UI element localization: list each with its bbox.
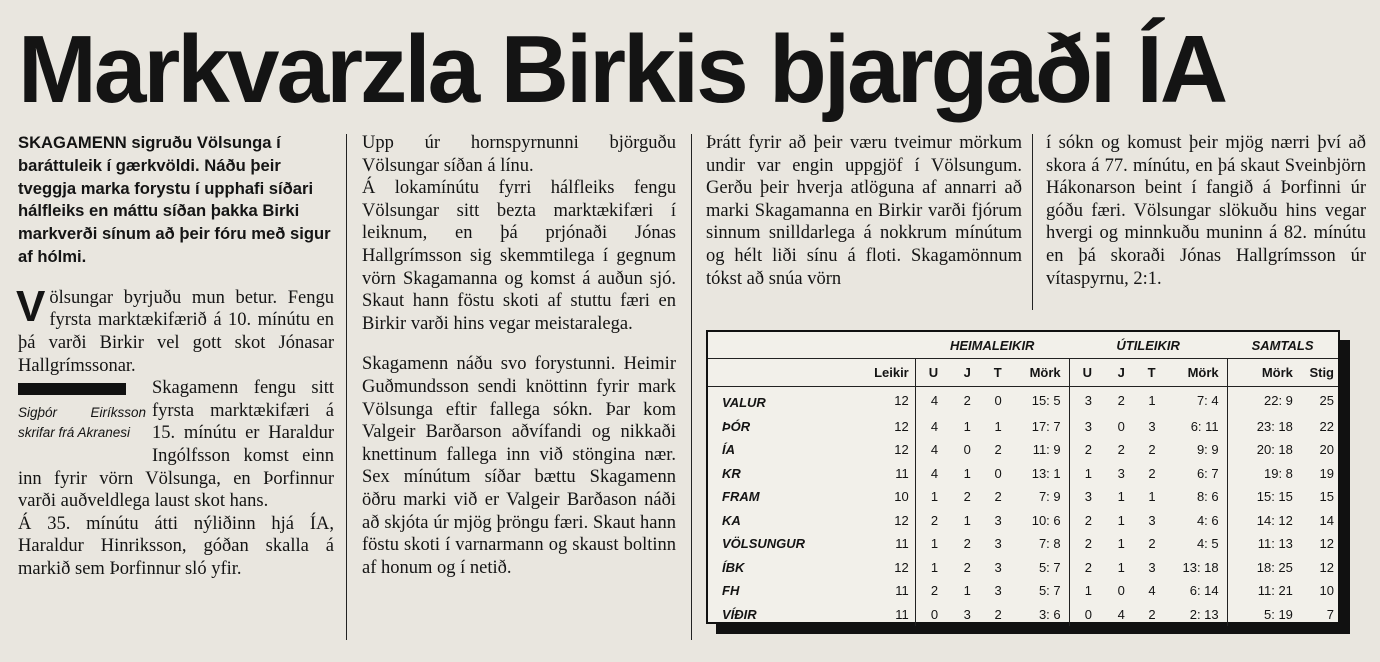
table-row [708,387,1338,415]
cell-leikir: 12 [894,559,909,575]
cell-ht: 1 [994,418,1002,434]
cell-stig: 10 [1319,583,1334,599]
cell-stig: 14 [1319,512,1334,528]
cell-leikir: 12 [894,442,909,458]
body-paragraph [16,281,334,377]
cell-um: 4: 5 [1196,536,1219,552]
table-row [708,485,1338,509]
cell-ut: 1 [1148,489,1156,505]
cell-ht: 2 [994,489,1002,505]
cell-leikir: 11 [895,465,909,481]
cell-hj: 2 [963,489,971,505]
col-header: Mörk [1227,359,1297,387]
cell-hj: 1 [963,418,971,434]
cell-uu: 2 [1069,556,1104,580]
cell-uj: 1 [1117,489,1125,505]
col-header: T [981,359,1012,387]
article-column-3 [706,132,1022,290]
cell-hm: 5: 7 [1038,583,1061,599]
cell-ut: 2 [1148,465,1156,481]
team-name: KA [722,512,741,528]
cell-hm: 17: 7 [1031,418,1061,434]
cell-hm: 7: 8 [1038,536,1061,552]
team-name: ÍA [722,442,735,458]
article-column-2 [362,132,676,579]
cell-hu: 4 [915,387,950,415]
byline-box [18,379,146,443]
team-name: ÍBK [722,559,745,575]
cell-ut: 4 [1148,583,1156,599]
column-rule [691,134,692,640]
headline: Markvarzla Birkis bjargaði ÍA [18,16,1226,123]
cell-leikir: 11 [895,583,909,599]
cell-stig: 20 [1319,442,1334,458]
team-name: ÞÓR [722,418,751,434]
cell-uj: 0 [1117,583,1125,599]
column-header-row [708,359,1338,387]
column-rule [1032,134,1033,310]
cell-leikir: 11 [895,536,909,552]
body-paragraph: Skagamenn fengu sitt fyrsta marktækifæri á 15. mínútu er Haraldur Ingólfsson komst einn inn fyrir vörn Völsunga, en Þorfinnur varði auðveldlega laust skot hans. [18,378,334,512]
cell-hm: 15: 5 [1031,393,1061,409]
cell-hj: 2 [963,559,971,575]
table-row [708,415,1338,439]
table-row [708,509,1338,533]
cell-hj: 2 [963,393,971,409]
cell-hu: 4 [915,462,950,486]
cell-hm: 10: 6 [1031,512,1061,528]
col-header: Stig [1297,359,1338,387]
col-header: T [1135,359,1166,387]
cell-hu: 0 [915,603,950,627]
cell-stig: 15 [1319,489,1334,505]
cell-sm: 19: 8 [1227,462,1297,486]
cell-hu: 1 [915,485,950,509]
cell-hm: 11: 9 [1032,442,1061,458]
cell-hj: 1 [963,583,971,599]
cell-ut: 1 [1148,393,1156,409]
cell-uj: 3 [1117,465,1125,481]
cell-hm: 3: 6 [1038,606,1061,622]
cell-hm: 7: 9 [1038,489,1061,505]
cell-hm: 5: 7 [1038,559,1061,575]
team-name: VÍÐIR [722,606,757,622]
cell-stig: 12 [1319,536,1334,552]
table-row [708,438,1338,462]
cell-ut: 2 [1148,442,1156,458]
cell-hu: 2 [915,579,950,603]
cell-stig: 12 [1319,559,1334,575]
cell-um: 8: 6 [1196,489,1219,505]
team-name: VALUR [722,395,766,411]
cell-um: 9: 9 [1196,442,1219,458]
cell-sm: 18: 25 [1227,556,1297,580]
cell-hu: 4 [915,415,950,439]
cell-um: 6: 11 [1190,418,1219,434]
cell-leikir: 12 [894,512,909,528]
col-header: J [1104,359,1135,387]
cell-hu: 1 [915,556,950,580]
drop-cap: V [16,281,46,331]
cell-uu: 2 [1069,509,1104,533]
cell-sm: 5: 19 [1227,603,1297,627]
cell-uu: 0 [1069,603,1104,627]
cell-uu: 1 [1069,579,1104,603]
cell-ut: 2 [1148,606,1156,622]
cell-uj: 1 [1117,536,1125,552]
table-row [708,603,1338,627]
cell-uu: 2 [1069,532,1104,556]
cell-uj: 1 [1117,559,1125,575]
cell-hu: 4 [915,438,950,462]
article-column-4 [1046,132,1366,290]
body-paragraph: í sókn og komust þeir mjög nærri því að skora á 77. mínútu, en þá skaut Sveinbjörn Hákonarson beint í fangið á Þorfinni úr góðu færi. Völsungar slökuðu hins vegar hvergi og minnkuðu muninn á 82. mínútu en þá skoraði Jónas Hallgrímsson úr vítaspyrnu, 2:1. [1046,133,1366,289]
cell-stig: 25 [1319,393,1334,409]
cell-ht: 2 [994,442,1002,458]
body-paragraph: Á 35. mínútu átti nýliðinn hjá ÍA, Haraldur Hinriksson, góðan skalla á markið sem Þorfinnur sló yfir. [18,513,334,579]
cell-ht: 2 [994,606,1002,622]
group-total: SAMTALS [1251,337,1314,353]
byline: Sigþór Eiríksson skrifar frá Akranesi [18,405,146,441]
cell-ht: 3 [994,583,1002,599]
cell-ht: 0 [994,465,1002,481]
cell-um: 7: 4 [1196,393,1219,409]
cell-leikir: 11 [895,606,909,622]
team-name: VÖLSUNGUR [722,536,806,552]
cell-sm: 15: 15 [1227,485,1297,509]
body-paragraph: Skagamenn náðu svo forystunni. Heimir Guðmundsson sendi knöttinn fyrir mark Völsunga eftir fallega sókn. Þar kom Valgeir Barðarson aðvífandi og nikkaði knettinum fallega inn við stöngina nær. Sex mínútum síðar bættu Skagamenn öðru marki við er Valgeir Barðason náði að skjóta úr mjög þröngu færi. Skaut hann föstu skoti í varnarmann og skaust boltinn af honum og í netið. [362,354,676,578]
cell-stig: 22 [1319,418,1334,434]
cell-uj: 1 [1117,512,1125,528]
cell-sm: 14: 12 [1227,509,1297,533]
cell-hu: 1 [915,532,950,556]
cell-uu: 3 [1069,387,1104,415]
cell-sm: 11: 13 [1227,532,1297,556]
cell-sm: 23: 18 [1227,415,1297,439]
column-rule [346,134,347,640]
cell-leikir: 10 [894,489,909,505]
article-column-1 [18,132,334,581]
cell-sm: 11: 21 [1227,579,1297,603]
group-away: ÚTILEIKIR [1116,337,1180,353]
group-header-row [708,332,1338,359]
cell-ht: 3 [994,536,1002,552]
cell-uu: 3 [1069,415,1104,439]
cell-ht: 3 [994,559,1002,575]
cell-um: 6: 14 [1189,583,1219,599]
cell-um: 13: 18 [1182,559,1219,575]
table-row [708,532,1338,556]
cell-uj: 2 [1117,442,1125,458]
body-paragraph: Þrátt fyrir að þeir væru tveimur mörkum undir var engin uppgjöf í Völsungum. Gerðu þeir hverja atlöguna af annarri að marki Skagamanna en Birkir varði fjórum sinnum snilldarlega á nokkrum mínútum og hélt liði sínu á floti. Skagamönnum tókst að snúa vörn [706,133,1022,289]
cell-hm: 13: 1 [1031,465,1061,481]
body-paragraph: Á lokamínútu fyrri hálfleiks fengu Völsungar sitt bezta marktækifæri í leiknum, en þá prjónaði Jónas Hallgrímsson sig skemmtilega í gegnum vörn Skagamanna og komst á auðun sjó. Skaut hann föstu skoti af stuttu færi en Birkir varði hins vegar meistaralega. [362,178,676,334]
cell-hj: 2 [963,536,971,552]
cell-sm: 20: 18 [1227,438,1297,462]
col-header: Leikir [839,359,915,387]
col-header: J [950,359,981,387]
cell-ut: 2 [1148,536,1156,552]
cell-hj: 0 [963,442,971,458]
body-paragraph: Upp úr hornspyrnunni björguðu Völsungar síðan á línu. [362,133,676,176]
cell-stig: 7 [1326,606,1334,622]
cell-sm: 22: 9 [1227,387,1297,415]
cell-um: 2: 13 [1189,606,1219,622]
cell-hj: 1 [963,512,971,528]
cell-ht: 3 [994,512,1002,528]
col-header: U [1069,359,1104,387]
cell-uj: 4 [1117,606,1125,622]
col-header: Mörk [1166,359,1228,387]
table-row [708,556,1338,580]
cell-uu: 1 [1069,462,1104,486]
cell-leikir: 12 [894,418,909,434]
cell-leikir: 12 [894,393,909,409]
cell-ht: 0 [994,393,1002,409]
table-row [708,579,1338,603]
cell-stig: 19 [1319,465,1334,481]
cell-hu: 2 [915,509,950,533]
league-table [706,330,1340,624]
team-name: KR [722,465,741,481]
cell-ut: 3 [1148,559,1156,575]
cell-uu: 3 [1069,485,1104,509]
col-header: U [915,359,950,387]
cell-um: 6: 7 [1196,465,1219,481]
cell-hj: 1 [963,465,971,481]
cell-ut: 3 [1148,512,1156,528]
body-text: ölsungar byrjuðu mun betur. Fengu fyrsta marktækifærið á 10. mínútu en þá varði Birkir vel gott skot Jónasar Hallgrímssonar. [18,287,334,376]
team-name: FH [722,583,740,599]
cell-uj: 2 [1117,393,1125,409]
byline-bar [18,383,126,395]
group-home: HEIMALEIKIR [949,337,1035,353]
team-name: FRAM [722,489,760,505]
lead-paragraph: SKAGAMENN sigruðu Völsunga í baráttuleik í gærkvöldi. Náðu þeir tveggja marka forystu í upphafi síðari hálfleiks en máttu síðan þakka Birki markverði sínum að þeir fóru með sigur af hólmi. [18,133,331,266]
table-row [708,462,1338,486]
cell-um: 4: 6 [1196,512,1219,528]
cell-hj: 3 [963,606,971,622]
cell-ut: 3 [1148,418,1156,434]
col-header: Mörk [1012,359,1069,387]
cell-uj: 0 [1117,418,1125,434]
cell-uu: 2 [1069,438,1104,462]
